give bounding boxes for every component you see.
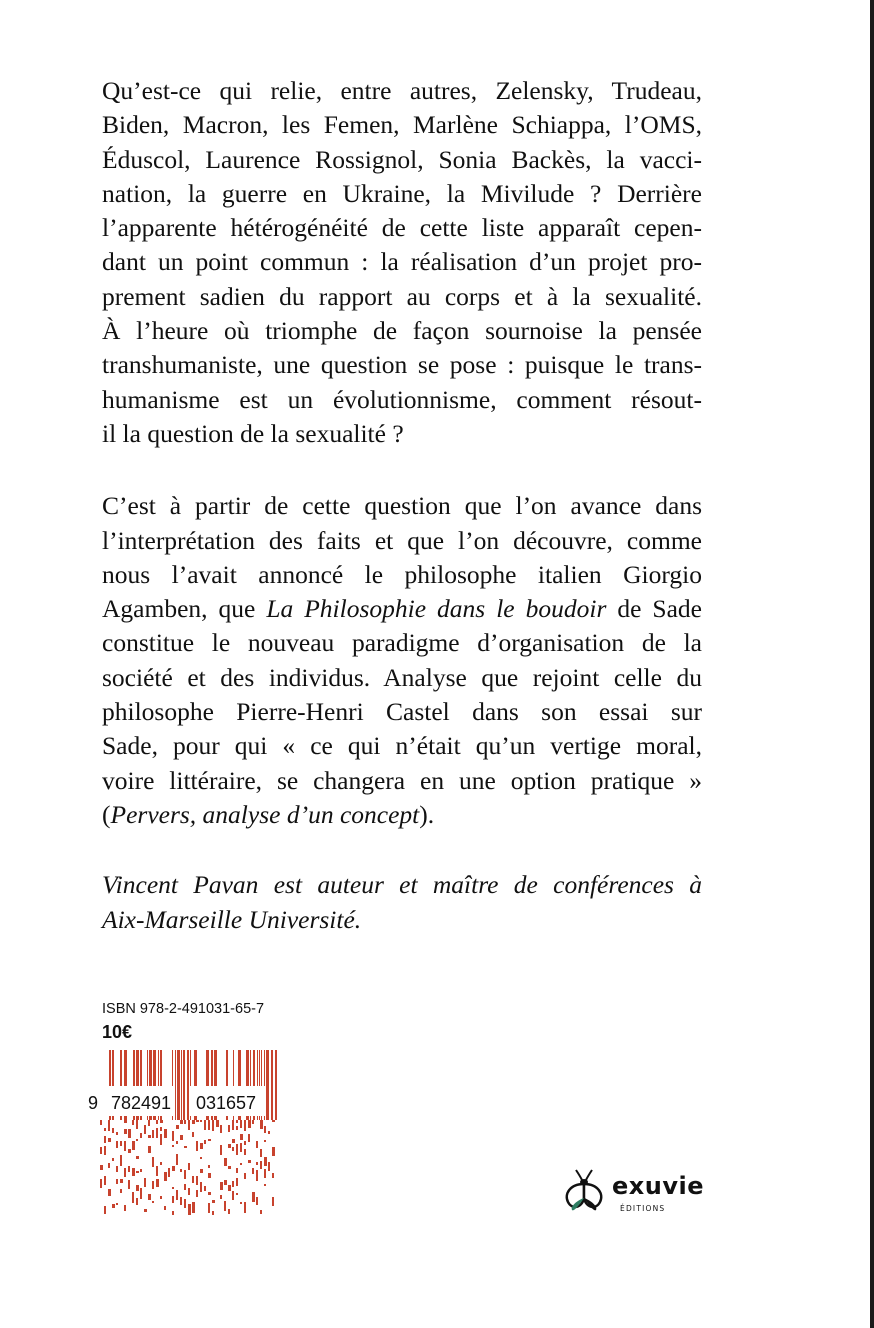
barcode-scatter-mark <box>196 1141 198 1151</box>
barcode-bar <box>183 1050 185 1120</box>
barcode-scatter-mark <box>148 1120 150 1126</box>
text-run: ). <box>419 799 435 829</box>
barcode-scatter-mark <box>152 1181 154 1189</box>
barcode-scatter-mark <box>108 1120 110 1131</box>
barcode-scatter-mark <box>128 1129 131 1138</box>
text-line: constitue le nouveau paradigme d’organisation de la <box>102 628 702 658</box>
barcode-scatter-mark <box>136 1156 139 1159</box>
barcode-scatter-mark <box>172 1166 175 1171</box>
barcode-scatter-mark <box>240 1120 242 1128</box>
text-line <box>102 798 702 832</box>
barcode-scatter <box>100 1120 275 1215</box>
barcode-scatter-mark <box>208 1192 211 1195</box>
barcode-scatter-mark <box>180 1169 182 1172</box>
barcode-scatter-mark <box>104 1136 106 1143</box>
book-title-pervers: Pervers, analyse d’un concept <box>110 799 420 829</box>
paragraph-analysis <box>102 489 702 832</box>
text-line: humanisme est un évolutionnisme, comment résout- <box>102 384 702 414</box>
barcode-scatter-mark <box>236 1168 238 1173</box>
barcode-bar <box>177 1050 180 1120</box>
barcode-scatter-mark <box>164 1206 166 1210</box>
barcode-scatter-mark <box>184 1199 186 1208</box>
barcode-scatter-mark <box>240 1202 242 1204</box>
barcode-scatter-mark <box>124 1120 127 1123</box>
barcode-scatter-mark <box>192 1202 195 1213</box>
barcode-scatter-mark <box>260 1120 263 1129</box>
barcode-scatter-mark <box>156 1128 158 1138</box>
barcode-scatter-mark <box>204 1186 206 1191</box>
barcode-scatter-mark <box>264 1140 266 1142</box>
barcode-scatter-mark <box>236 1144 238 1155</box>
barcode-scatter-mark <box>116 1166 118 1172</box>
barcode-scatter-mark <box>144 1209 147 1212</box>
barcode-scatter-mark <box>124 1129 127 1134</box>
barcode-scatter-mark <box>164 1172 167 1181</box>
text-line: philosophe Pierre-Henri Castel dans son essai sur <box>102 697 702 727</box>
barcode-scatter-mark <box>160 1134 162 1145</box>
barcode-scatter-mark <box>248 1120 251 1128</box>
barcode-scatter-mark <box>152 1157 154 1167</box>
barcode-scatter-mark <box>220 1182 223 1190</box>
barcode-scatter-mark <box>160 1162 162 1165</box>
barcode-scatter-mark <box>232 1120 234 1130</box>
barcode-scatter-mark <box>208 1120 210 1130</box>
barcode-scatter-mark <box>104 1176 106 1185</box>
barcode-scatter-mark <box>224 1201 226 1211</box>
barcode-bar <box>181 1050 182 1120</box>
barcode-scatter-mark <box>136 1171 139 1173</box>
text-line: dant un point commun : la réalisation d’un projet pro- <box>102 247 702 277</box>
barcode-scatter-mark <box>132 1192 134 1203</box>
barcode-scatter-mark <box>192 1176 194 1183</box>
barcode-scatter-mark <box>248 1134 250 1142</box>
barcode-scatter-mark <box>152 1130 154 1138</box>
barcode-scatter-mark <box>260 1210 262 1214</box>
text-line: transhumaniste, une question se pose : puisque le trans- <box>102 350 702 380</box>
barcode-scatter-mark <box>172 1196 174 1203</box>
barcode-scatter-mark <box>236 1120 238 1123</box>
barcode-scatter-mark <box>204 1140 206 1144</box>
barcode-scatter-mark <box>112 1128 114 1133</box>
barcode-scatter-mark <box>196 1120 199 1122</box>
barcode-scatter-mark <box>216 1120 219 1127</box>
barcode-scatter-mark <box>200 1169 203 1173</box>
barcode-scatter-mark <box>136 1120 138 1129</box>
barcode-scatter-mark <box>196 1176 198 1185</box>
barcode-scatter-mark <box>140 1188 142 1199</box>
barcode-scatter-mark <box>112 1158 114 1161</box>
text-line: Éduscol, Laurence Rossignol, Sonia Backès, la vacci- <box>102 144 702 174</box>
barcode-scatter-mark <box>212 1120 214 1131</box>
text-line: À l’heure où triomphe de façon sournoise la pensée <box>102 316 702 346</box>
text-line: Aix-Marseille Université. <box>102 904 362 934</box>
barcode-scatter-mark <box>156 1120 158 1124</box>
barcode-scatter-mark <box>172 1131 174 1141</box>
barcode-scatter-mark <box>144 1178 146 1187</box>
barcode-scatter-mark <box>160 1196 162 1199</box>
barcode-scatter-mark <box>208 1139 211 1141</box>
barcode-scatter-mark <box>124 1168 126 1177</box>
barcode-digit-first: 9 <box>88 1093 99 1113</box>
barcode-scatter-mark <box>224 1158 227 1166</box>
barcode-scatter-mark <box>200 1182 202 1192</box>
text-line: l’interprétation des faits et que l’on découvre, comme <box>102 525 702 555</box>
barcode-scatter-mark <box>120 1189 122 1193</box>
barcode-scatter-mark <box>272 1197 274 1206</box>
barcode-scatter-mark <box>244 1141 246 1145</box>
barcode-scatter-mark <box>152 1201 154 1203</box>
barcode-digits-right: 031657 <box>196 1093 257 1113</box>
barcode-scatter-mark <box>272 1120 275 1122</box>
barcode-scatter-mark <box>172 1211 174 1215</box>
barcode-scatter-mark <box>176 1125 179 1129</box>
barcode-scatter-mark <box>192 1120 195 1124</box>
barcode-scatter-mark <box>112 1204 115 1208</box>
text-line: Biden, Macron, les Femen, Marlène Schiappa, l’OMS, <box>102 110 702 140</box>
text-line: nous l’avait annoncé le philosophe italien Giorgio <box>102 559 702 589</box>
barcode-scatter-mark <box>156 1179 159 1187</box>
barcode-scatter-mark <box>160 1127 162 1131</box>
text-line: il la question de la sexualité ? <box>102 418 404 448</box>
barcode-scatter-mark <box>180 1135 183 1140</box>
barcode-scatter-mark <box>100 1179 102 1188</box>
book-title-philosophie: La Philosophie dans le boudoir <box>266 594 607 624</box>
barcode-scatter-mark <box>232 1139 235 1143</box>
barcode-digits-left: 782491 <box>111 1093 172 1113</box>
barcode-scatter-mark <box>260 1161 262 1169</box>
text-line: Qu’est-ce qui relie, entre autres, Zelensky, Trudeau, <box>102 76 702 105</box>
text-line: nation, la guerre en Ukraine, la Mivilude ? Derrière <box>102 178 702 208</box>
barcode-scatter-mark <box>220 1125 222 1133</box>
barcode-scatter-mark <box>248 1160 251 1163</box>
barcode-scatter-mark <box>208 1173 211 1178</box>
text-line <box>102 592 702 626</box>
barcode-scatter-mark <box>132 1120 134 1125</box>
barcode-scatter-mark <box>256 1170 258 1181</box>
text-line: Sade, pour qui « ce qui n’était qu’un vertige moral, <box>102 731 702 761</box>
barcode-bar <box>266 1050 269 1120</box>
barcode-scatter-mark <box>220 1145 222 1155</box>
barcode-scatter-mark <box>184 1170 186 1179</box>
barcode-scatter-mark <box>104 1128 106 1131</box>
barcode-scatter-mark <box>128 1166 130 1172</box>
barcode-scatter-mark <box>272 1173 274 1178</box>
barcode-scatter-mark <box>256 1141 258 1148</box>
barcode-scatter-mark <box>264 1157 267 1166</box>
barcode <box>86 1046 286 1218</box>
barcode-scatter-mark <box>260 1149 262 1157</box>
barcode-scatter-mark <box>188 1163 190 1170</box>
barcode-scatter-mark <box>208 1165 210 1168</box>
barcode-scatter-mark <box>136 1139 138 1141</box>
barcode-scatter-mark <box>232 1147 234 1151</box>
barcode-scatter-mark <box>256 1197 258 1205</box>
text-line: C’est à partir de cette question que l’on avance dans <box>102 491 702 521</box>
barcode-scatter-mark <box>140 1133 142 1138</box>
barcode-scatter-mark <box>100 1147 102 1154</box>
barcode-scatter-mark <box>200 1143 203 1149</box>
barcode-scatter-mark <box>268 1162 270 1171</box>
barcode-scatter-mark <box>188 1120 190 1130</box>
barcode-scatter-mark <box>200 1157 202 1159</box>
barcode-bar <box>271 1050 273 1120</box>
barcode-scatter-mark <box>196 1190 198 1197</box>
barcode-scatter-mark <box>244 1202 246 1213</box>
publisher-name: exuvie <box>612 1172 704 1200</box>
text-run: ( <box>102 799 111 829</box>
barcode-scatter-mark <box>116 1203 118 1205</box>
barcode-scatter-mark <box>184 1120 186 1124</box>
barcode-scatter-mark <box>188 1204 191 1215</box>
text-line: prement sadien du rapport au corps et à la sexualité. <box>102 281 702 311</box>
barcode-scatter-mark <box>124 1141 126 1151</box>
barcode-scatter-mark <box>120 1141 122 1146</box>
barcode-scatter-mark <box>100 1165 103 1170</box>
barcode-scatter-mark <box>148 1135 151 1138</box>
barcode-scatter-mark <box>268 1131 270 1134</box>
barcode-scatter-mark <box>136 1198 138 1205</box>
barcode-scatter-mark <box>272 1147 275 1156</box>
barcode-scatter-mark <box>240 1163 242 1165</box>
text-run: Agamben, que <box>102 594 267 624</box>
barcode-scatter-mark <box>208 1203 210 1213</box>
barcode-scatter-mark <box>104 1146 106 1155</box>
price-label: 10€ <box>102 1022 133 1042</box>
barcode-scatter-mark <box>200 1120 202 1122</box>
barcode-scatter-mark <box>108 1163 110 1168</box>
barcode-scatter-mark <box>184 1146 187 1148</box>
barcode-scatter-mark <box>160 1120 163 1123</box>
barcode-scatter-mark <box>236 1126 238 1130</box>
barcode-scatter-mark <box>148 1194 151 1200</box>
barcode-scatter-mark <box>128 1149 131 1153</box>
barcode-scatter-mark <box>116 1179 118 1184</box>
barcode-bar <box>187 1050 189 1120</box>
barcode-scatter-mark <box>228 1209 230 1214</box>
barcode-scatter-mark <box>236 1178 238 1186</box>
barcode-bar <box>175 1050 176 1120</box>
text-line: l’apparente hétérogénéité de cette liste apparaît cepen- <box>102 213 702 243</box>
barcode-scatter-mark <box>156 1166 158 1176</box>
barcode-scatter-mark <box>108 1189 111 1196</box>
barcode-scatter-mark <box>252 1120 254 1124</box>
barcode-scatter-mark <box>240 1134 243 1140</box>
barcode-scatter-mark <box>224 1180 227 1185</box>
barcode-scatter-mark <box>212 1200 215 1203</box>
back-cover-text <box>102 74 702 937</box>
barcode-scatter-mark <box>108 1138 111 1142</box>
barcode-scatter-mark <box>244 1120 246 1131</box>
barcode-scatter-mark <box>180 1120 183 1124</box>
barcode-scatter-mark <box>264 1126 266 1133</box>
exuvie-logo-icon <box>560 1166 608 1218</box>
barcode-scatter-mark <box>180 1197 182 1205</box>
text-run: de Sade <box>606 594 702 624</box>
barcode-scatter-mark <box>232 1191 234 1200</box>
barcode-scatter-mark <box>148 1146 151 1153</box>
barcode-scatter-mark <box>256 1162 258 1165</box>
barcode-scatter-mark <box>104 1206 106 1214</box>
isbn-label: ISBN 978-2-491031-65-7 <box>102 1001 265 1017</box>
paragraph-intro <box>102 74 702 451</box>
barcode-scatter-mark <box>188 1188 190 1195</box>
barcode-scatter-mark <box>120 1155 122 1166</box>
barcode-scatter-mark <box>136 1185 139 1191</box>
barcode-scatter-mark <box>264 1169 266 1178</box>
barcode-scatter-mark <box>116 1141 118 1148</box>
barcode-scatter-mark <box>172 1145 174 1147</box>
barcode-scatter-mark <box>240 1143 242 1152</box>
barcode-scatter-mark <box>228 1166 231 1169</box>
barcode-scatter-mark <box>228 1144 231 1148</box>
barcode-scatter-mark <box>128 1180 130 1189</box>
barcode-scatter-mark <box>176 1154 178 1165</box>
page-edge <box>870 0 874 1328</box>
barcode-scatter-mark <box>252 1168 254 1174</box>
barcode-scatter-mark <box>252 1192 255 1202</box>
barcode-bar <box>275 1050 277 1120</box>
barcode-scatter-mark <box>168 1168 170 1177</box>
barcode-scatter-mark <box>228 1185 231 1191</box>
text-line: voire littéraire, se changera en une option pratique » <box>102 765 702 795</box>
barcode-scatter-mark <box>184 1184 186 1190</box>
author-bio <box>102 868 702 937</box>
barcode-scatter-mark <box>144 1125 146 1134</box>
barcode-scatter-mark <box>132 1168 135 1176</box>
barcode-scatter-mark <box>244 1149 246 1155</box>
barcode-scatter-mark <box>232 1181 234 1187</box>
text-line: Vincent Pavan est auteur et maître de conférences à <box>102 870 702 900</box>
barcode-scatter-mark <box>120 1179 123 1183</box>
barcode-scatter-mark <box>192 1132 194 1137</box>
barcode-scatter-mark <box>236 1193 238 1195</box>
barcode-scatter-mark <box>204 1120 206 1130</box>
text-line: société et des individus. Analyse que rejoint celle du <box>102 662 702 692</box>
barcode-scatter-mark <box>244 1173 246 1179</box>
barcode-scatter-mark <box>172 1187 174 1189</box>
barcode-scatter-mark <box>176 1190 178 1200</box>
barcode-scatter-mark <box>228 1125 230 1132</box>
barcode-scatter-mark <box>220 1195 222 1199</box>
barcode-scatter-mark <box>212 1211 214 1215</box>
barcode-scatter-mark <box>116 1132 118 1135</box>
barcode-scatter-mark <box>124 1205 126 1211</box>
barcode-scatter-mark <box>140 1169 142 1172</box>
barcode-scatter-mark <box>164 1129 167 1138</box>
barcode-scatter-mark <box>100 1120 102 1125</box>
publisher-subtitle: ÉDITIONS <box>620 1204 666 1213</box>
barcode-scatter-mark <box>132 1141 135 1150</box>
barcode-scatter-mark <box>176 1141 178 1144</box>
barcode-scatter-mark <box>264 1184 266 1186</box>
